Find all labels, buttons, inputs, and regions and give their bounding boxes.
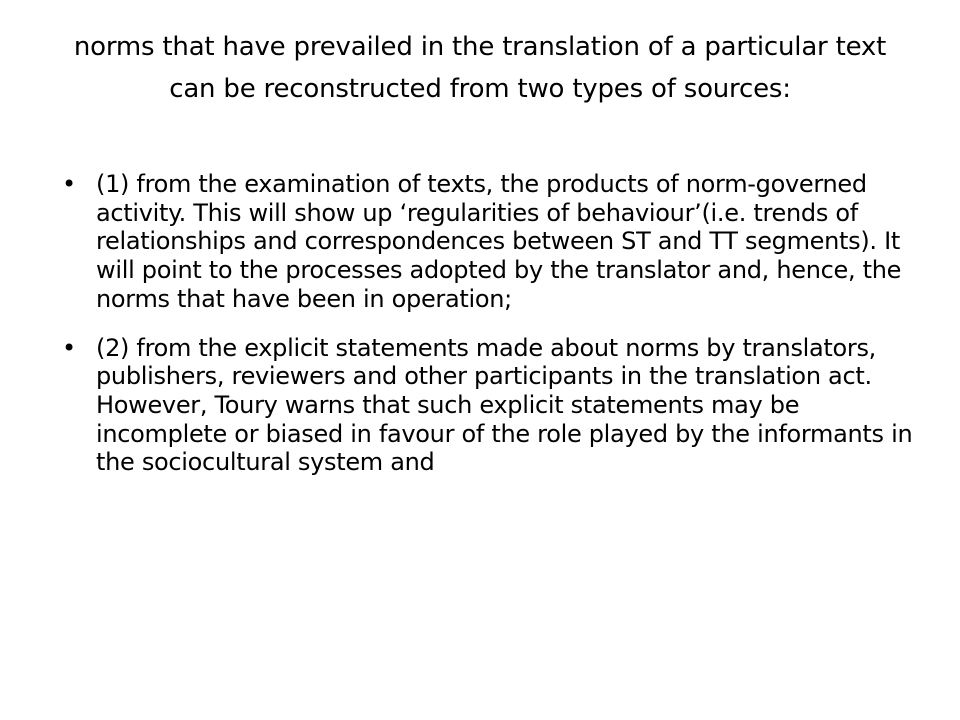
bullet-marker-icon: •	[62, 333, 76, 362]
bullet-item-1	[58, 170, 918, 314]
bullet-text-1: (1) from the examination of texts, the products of norm-governed activity. This will show up ‘regularities of behaviour’(i.e. trends of relationships and correspondences between ST and TT segments). It will point to the processes adopted by the translator and, hence, the norms that have been in operation;	[96, 170, 902, 313]
slide-title: norms that have prevailed in the translation of a particular text can be reconstructed from two types of sources:	[73, 32, 887, 104]
bullet-item-2	[58, 334, 918, 478]
bullet-text-2: (2) from the explicit statements made about norms by translators, publishers, reviewers and other participants in the translation act. However, Toury warns that such explicit statements may be incomplete or biased in favour of the role played by the informants in the sociocultural system and	[96, 333, 913, 477]
bullet-list	[58, 170, 918, 497]
bullet-marker-icon: •	[62, 170, 76, 198]
